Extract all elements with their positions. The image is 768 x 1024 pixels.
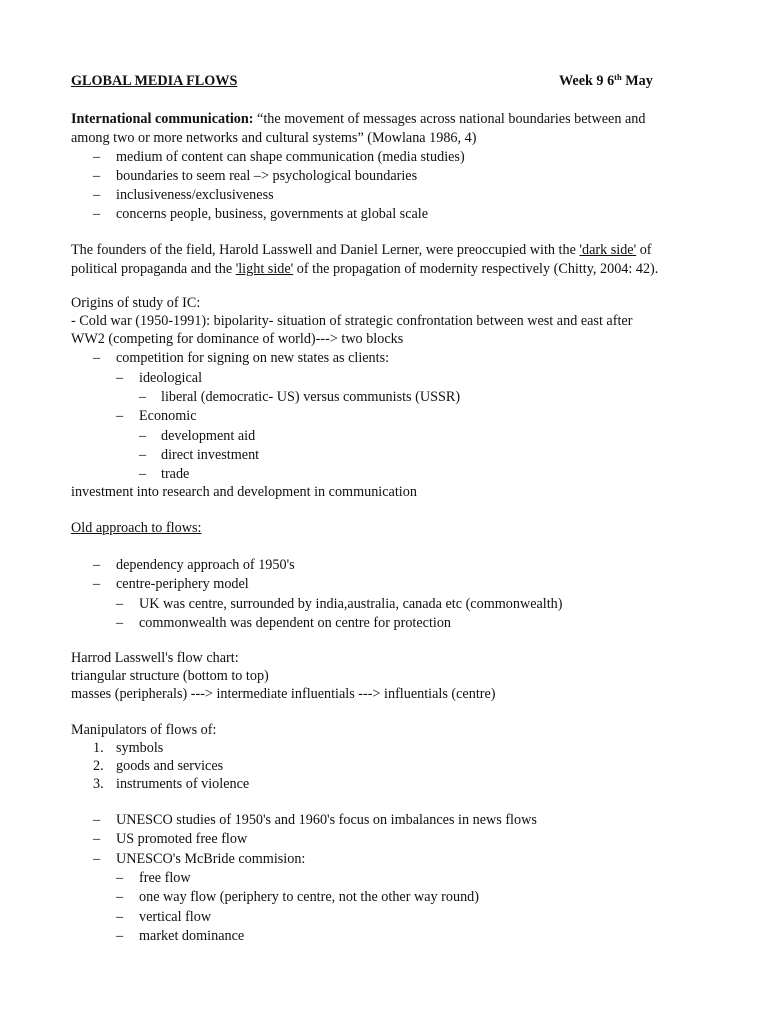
intro-definition-2: among two or more networks and cultural systems” (Mowlana 1986, 4) <box>71 130 477 146</box>
origins-line-1: - Cold war (1950-1991): bipolarity- situation of strategic confrontation between west and east after <box>71 313 633 329</box>
founders-line-1: The founders of the field, Harold Lasswell and Daniel Lerner, were preoccupied with the 'dark side' of <box>71 242 652 258</box>
document-page: GLOBAL MEDIA FLOWS Week 9 6th May International communication: “the movement of messages across national boundaries between and among two or more networks and cultural systems” (Mowlana 1986, 4) – medium of content can shape communication (media studies) – boundaries to seem real –> psychological boundaries – inclusiveness/exclusiveness – concerns people, business, governments at global scale The founders of the field, Harold Lasswell and Daniel Lerner, were preoccupied with the 'dark side' of political propaganda and the 'light side' of the propagation of modernity respectively (Chitty, 2004: 42). Origins of study of IC: - Cold war (1950-1991): bipolarity- situation of strategic confrontation between west and east after WW2 (competing for dominance of world)---> two blocks – competition for signing on new states as clients: – ideological – liberal (democratic- US) versus communists (USSR) – Economic – development aid – direct investment – trade investment into research and development in communication Old approach to flows: – dependency approach of 1950's – centre-periphery model – UK was centre, surrounded by india,australia, canada etc (commonwealth) – commonwealth was dependent on centre for protection Harrod Lasswell's flow chart: triangular structure (bottom to top) masses (peripherals) ---> intermediate influentials ---> influentials (centre) Manipulators of flows of: 1. symbols 2. goods and services 3. instruments of violence – UNESCO studies of 1950's and 1960's focus on imbalances in news flows – US promoted free flow – UNESCO's McBride commision: – free flow – one way flow (periphery to centre, not the other way round) – vertical flow – market dominance <box>71 72 659 944</box>
old-approach-heading: Old approach to flows: <box>71 520 202 536</box>
document-title: GLOBAL MEDIA FLOWS <box>71 73 238 89</box>
dark-side-term: 'dark side' <box>579 242 637 258</box>
lasswell-line-1: Harrod Lasswell's flow chart: <box>71 650 239 666</box>
intro-term: International communication: <box>71 111 254 127</box>
lasswell-line-2: triangular structure (bottom to top) <box>71 668 269 684</box>
light-side-term: 'light side' <box>235 261 294 277</box>
lasswell-line-3: masses (peripherals) ---> intermediate influentials ---> influentials (centre) <box>71 686 496 702</box>
intro-line-1 <box>71 110 645 129</box>
manipulators-heading: Manipulators of flows of: <box>71 722 217 738</box>
intro-definition-1: “the movement of messages across national boundaries between and <box>253 111 646 127</box>
origins-heading: Origins of study of IC: <box>71 295 201 311</box>
week-month: May <box>621 73 653 89</box>
investment-line: investment into research and development in communication <box>71 484 417 500</box>
origins-line-2: WW2 (competing for dominance of world)---> two blocks <box>71 331 404 347</box>
week-date <box>559 72 653 91</box>
week-sup: th <box>614 72 622 82</box>
week-label: Week 9 6 <box>559 73 615 89</box>
founders-line-2: political propaganda and the 'light side' of the propagation of modernity respectively (Chitty, 2004: 42). <box>71 261 659 277</box>
